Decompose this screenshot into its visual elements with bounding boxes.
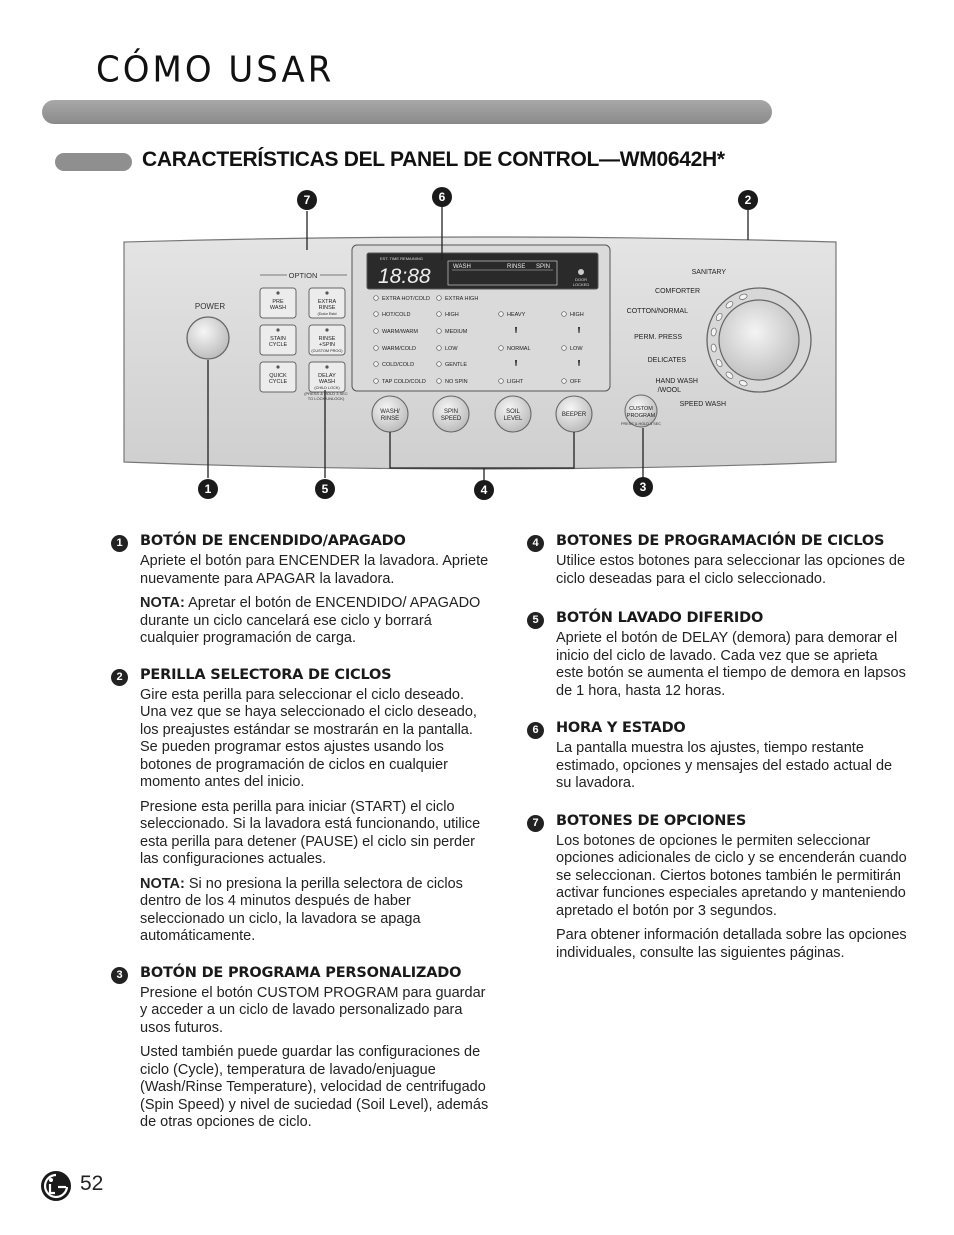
- option-led: [276, 365, 279, 368]
- item-time-status: [527, 720, 907, 793]
- indicator-led: [499, 346, 504, 351]
- option-button-line3: (CUSTOM PROG): [311, 349, 343, 353]
- option-button-1: [309, 288, 345, 318]
- note-label: NOTA:: [140, 875, 185, 892]
- lcd-wash: WASH: [453, 264, 471, 270]
- indicator-label: LIGHT: [507, 379, 524, 385]
- custom-program-l1: CUSTOM: [629, 406, 653, 412]
- indicator-label: EXTRA HIGH: [445, 296, 479, 302]
- indicator-led: [562, 312, 567, 317]
- option-button-line1: RINSE: [318, 336, 336, 342]
- door-label-2: LOCKED: [572, 282, 590, 287]
- page-title: CÓMO USAR: [96, 49, 335, 91]
- item-text: Presione el botón CUSTOM PROGRAM para guardar y acceder a un ciclo de lavado personalizado para usos futuros.: [140, 984, 486, 1036]
- cycle-label: PERM. PRESS: [634, 334, 682, 341]
- item-number-badge: 2: [111, 669, 128, 686]
- cycle-label: SANITARY: [691, 269, 726, 276]
- item-number-badge: 4: [527, 535, 544, 552]
- item-number-badge: 1: [111, 535, 128, 552]
- indicator-led: [374, 362, 379, 367]
- page-number: 52: [80, 1172, 104, 1195]
- item-cycle-knob: [111, 667, 491, 946]
- indicator-label: COLD/COLD: [382, 362, 415, 368]
- button-line2: LEVEL: [503, 416, 523, 422]
- option-button-line1: DELAY: [318, 373, 336, 379]
- cycle-label: HAND WASH: [655, 378, 698, 385]
- item-delay-wash: [527, 610, 907, 700]
- door-label-1: DOOR: [575, 277, 587, 282]
- item-text: Gire esta perilla para seleccionar el ciclo deseado. Una vez que se haya seleccionado el ciclo deseado, los preajustes estándar se mostrarán en la pantalla. Se pueden programar estos ajustes usando los botones de programación de ciclos en cualquier momento antes del inicio.: [140, 686, 477, 790]
- cycle-label: DELICATES: [647, 357, 686, 364]
- button-line1: SPIN: [443, 409, 459, 415]
- option-button-0: [260, 288, 296, 318]
- note-text: Apretar el botón de ENCENDIDO/ APAGADO durante un ciclo cancelará ese ciclo y borrará cualquier programación de carga.: [140, 595, 481, 646]
- delay-note-2: TO LOCK/UNLOCK): [307, 396, 345, 401]
- indicator-label: EXTRA HOT/COLD: [382, 296, 430, 302]
- option-button-line1: EXTRA: [317, 299, 337, 305]
- item-number-badge: 5: [527, 612, 544, 629]
- indicator-led: [437, 312, 442, 317]
- item-text: La pantalla muestra los ajustes, tiempo restante estimado, opciones y mensajes del estado actual de su lavadora.: [556, 740, 893, 791]
- indicator-label: WARM/COLD: [382, 346, 417, 352]
- option-button-4: [260, 362, 296, 392]
- indicator-label: NO SPIN: [445, 379, 468, 385]
- lcd-time: 18:88: [378, 265, 431, 288]
- indicator-led: [437, 296, 442, 301]
- option-button-line3: (Dolor Estd: [317, 312, 337, 316]
- cycle-option-button-3: [556, 396, 592, 432]
- cycle-label: COMFORTER: [655, 288, 700, 295]
- option-button-line2: +SPIN: [318, 342, 336, 348]
- delay-note-1: (PRESS & HOLD 3 SEC: [304, 391, 348, 396]
- note-text: Si no presiona la perilla selectora de ciclos dentro de los 4 minutos después de haber seleccionado un ciclo, la lavadora se apaga automáticamente.: [140, 875, 463, 944]
- cycle-label: SPEED WASH: [679, 401, 726, 408]
- item-title: BOTONES DE OPCIONES: [556, 812, 747, 829]
- indicator-led: [437, 329, 442, 334]
- item-cycle-option-buttons: [527, 533, 907, 588]
- indicator-label: TAP COLD/COLD: [382, 379, 426, 385]
- cycle-option-button-2: [495, 396, 531, 432]
- option-button-line1: QUICK: [269, 373, 287, 379]
- option-button-line2: CYCLE: [268, 379, 288, 385]
- indicator-led: [437, 362, 442, 367]
- option-button-line2: WASH: [269, 305, 287, 311]
- note-label: NOTA:: [140, 595, 185, 611]
- lcd-time-label: EST. TIME REMAINING: [380, 256, 423, 261]
- title-bar: [42, 100, 772, 124]
- indicator-label: LOW: [570, 346, 583, 352]
- cycle-label: /WOOL: [657, 387, 681, 394]
- item-title: PERILLA SELECTORA DE CICLOS: [140, 666, 392, 683]
- callout-number: 1: [204, 482, 212, 496]
- indicator-led: [374, 346, 379, 351]
- option-led: [325, 291, 328, 294]
- item-text: Los botones de opciones le permiten seleccionar opciones adicionales de ciclo y se encenderán cuando se seleccionan. Ciertos botones también le permitirán activar funciones especiales apretando y manteniendo apretado el botón por 3 segundos.: [556, 832, 907, 919]
- item-text: Apriete el botón de DELAY (demora) para demorar el inicio del ciclo de lavado. Cada vez que se aprieta este botón se aumenta el tiempo de demora en lapsos de 1 hora, hasta 12 horas.: [556, 630, 906, 699]
- indicator-label: HIGH: [570, 312, 584, 318]
- button-line1: WASH/: [380, 409, 400, 415]
- custom-program-l3: PRESS & HOLD 3 SEC: [620, 422, 662, 426]
- item-text: Presione esta perilla para iniciar (START) el ciclo seleccionado. Si la lavadora está funcionando, utilice esta perilla para detener (PAUSE) el ciclo sin perder las configuraciones actuales.: [140, 798, 481, 867]
- item-note: [140, 595, 491, 648]
- indicator-led: [374, 379, 379, 384]
- item-title: BOTÓN DE PROGRAMA PERSONALIZADO: [140, 964, 462, 981]
- indicator-led: [374, 312, 379, 317]
- indicator-label: HIGH: [445, 312, 459, 318]
- option-button-line1: STAIN: [270, 336, 286, 342]
- indicator-led: [374, 329, 379, 334]
- power-button: [187, 317, 229, 359]
- power-label: POWER: [194, 302, 226, 311]
- indicator-label: MEDIUM: [445, 329, 468, 335]
- lcd-spin: SPIN: [536, 264, 551, 270]
- button-line1: BEEPER: [561, 412, 587, 418]
- callout-number: 6: [438, 190, 446, 204]
- option-button-line3: (CHILD LOCK): [314, 386, 340, 390]
- item-option-buttons: [527, 813, 907, 963]
- callout-number: 2: [744, 193, 752, 207]
- callout-number: 7: [303, 193, 311, 207]
- callout-number: 4: [480, 483, 488, 497]
- item-title: BOTONES DE PROGRAMACIÓN DE CICLOS: [556, 533, 885, 549]
- cycle-label: COTTON/NORMAL: [626, 308, 688, 315]
- indicator-led: [562, 379, 567, 384]
- callout-number: 5: [321, 482, 329, 496]
- indicator-led: [499, 379, 504, 384]
- item-text: Utilice estos botones para seleccionar las opciones de ciclo deseadas para el ciclo seleccionado.: [556, 553, 906, 587]
- indicator-label: WARM/WARM: [382, 329, 418, 335]
- button-line2: RINSE: [380, 416, 400, 422]
- option-button-3: [309, 325, 345, 355]
- indicator-led: [437, 379, 442, 384]
- lcd-rinse: RINSE: [507, 264, 526, 270]
- cycle-option-button-0: [372, 396, 408, 432]
- option-button-line2: CYCLE: [268, 342, 288, 348]
- indicator-led: [437, 346, 442, 351]
- item-number-badge: 6: [527, 722, 544, 739]
- section-pill: [55, 153, 132, 171]
- option-button-line1: PRE: [272, 299, 284, 305]
- right-column: [527, 533, 907, 969]
- door-locked-light: [578, 269, 584, 275]
- option-button-line2: RINSE: [318, 305, 336, 311]
- option-led: [276, 291, 279, 294]
- indicator-label: OFF: [570, 379, 581, 385]
- indicator-label: HEAVY: [507, 312, 526, 318]
- indicator-led: [562, 346, 567, 351]
- custom-program-l2: PROGRAM: [626, 413, 656, 419]
- item-note: [140, 876, 491, 946]
- option-button-line2: WASH: [318, 379, 336, 385]
- left-column: [111, 533, 491, 1139]
- button-line2: SPEED: [440, 416, 462, 422]
- option-led: [325, 365, 328, 368]
- item-title: HORA Y ESTADO: [556, 720, 686, 736]
- option-button-2: [260, 325, 296, 355]
- indicator-label: HOT/COLD: [382, 312, 411, 318]
- callout-number: 3: [639, 480, 647, 494]
- item-text: Usted también puede guardar las configuraciones de ciclo (Cycle), temperatura de lavado/enjuague (Wash/Rinse Temperature), velocidad de centrifugado (Spin Speed) y nivel de suciedad (Soil Level), además de otras opciones de ciclo.: [140, 1044, 489, 1130]
- item-text: Apriete el botón para ENCENDER la lavadora. Apriete nuevamente para APAGAR la lavadora.: [140, 553, 489, 587]
- indicator-label: LOW: [445, 346, 458, 352]
- option-led: [325, 328, 328, 331]
- item-power-button: [111, 533, 491, 648]
- indicator-label: GENTLE: [445, 362, 468, 368]
- option-button-5: [309, 362, 345, 392]
- item-custom-program: [111, 965, 491, 1132]
- indicator-led: [499, 312, 504, 317]
- item-text: Para obtener información detallada sobre las opciones individuales, consulte las siguientes páginas.: [556, 927, 907, 961]
- lg-logo-icon: [40, 1170, 72, 1202]
- item-number-badge: 7: [527, 815, 544, 832]
- option-label: OPTION: [288, 271, 318, 280]
- item-number-badge: 3: [111, 967, 128, 984]
- item-title: BOTÓN DE ENCENDIDO/APAGADO: [140, 533, 406, 549]
- indicator-label: NORMAL: [507, 346, 531, 352]
- section-heading: CARACTERÍSTICAS DEL PANEL DE CONTROL—WM0642H*: [142, 148, 725, 171]
- control-panel-illustration: [0, 180, 954, 510]
- indicator-led: [374, 296, 379, 301]
- button-line1: SOIL: [506, 409, 520, 415]
- cycle-knob: [719, 300, 799, 380]
- option-led: [276, 328, 279, 331]
- item-title: BOTÓN LAVADO DIFERIDO: [556, 610, 764, 626]
- cycle-option-button-1: [433, 396, 469, 432]
